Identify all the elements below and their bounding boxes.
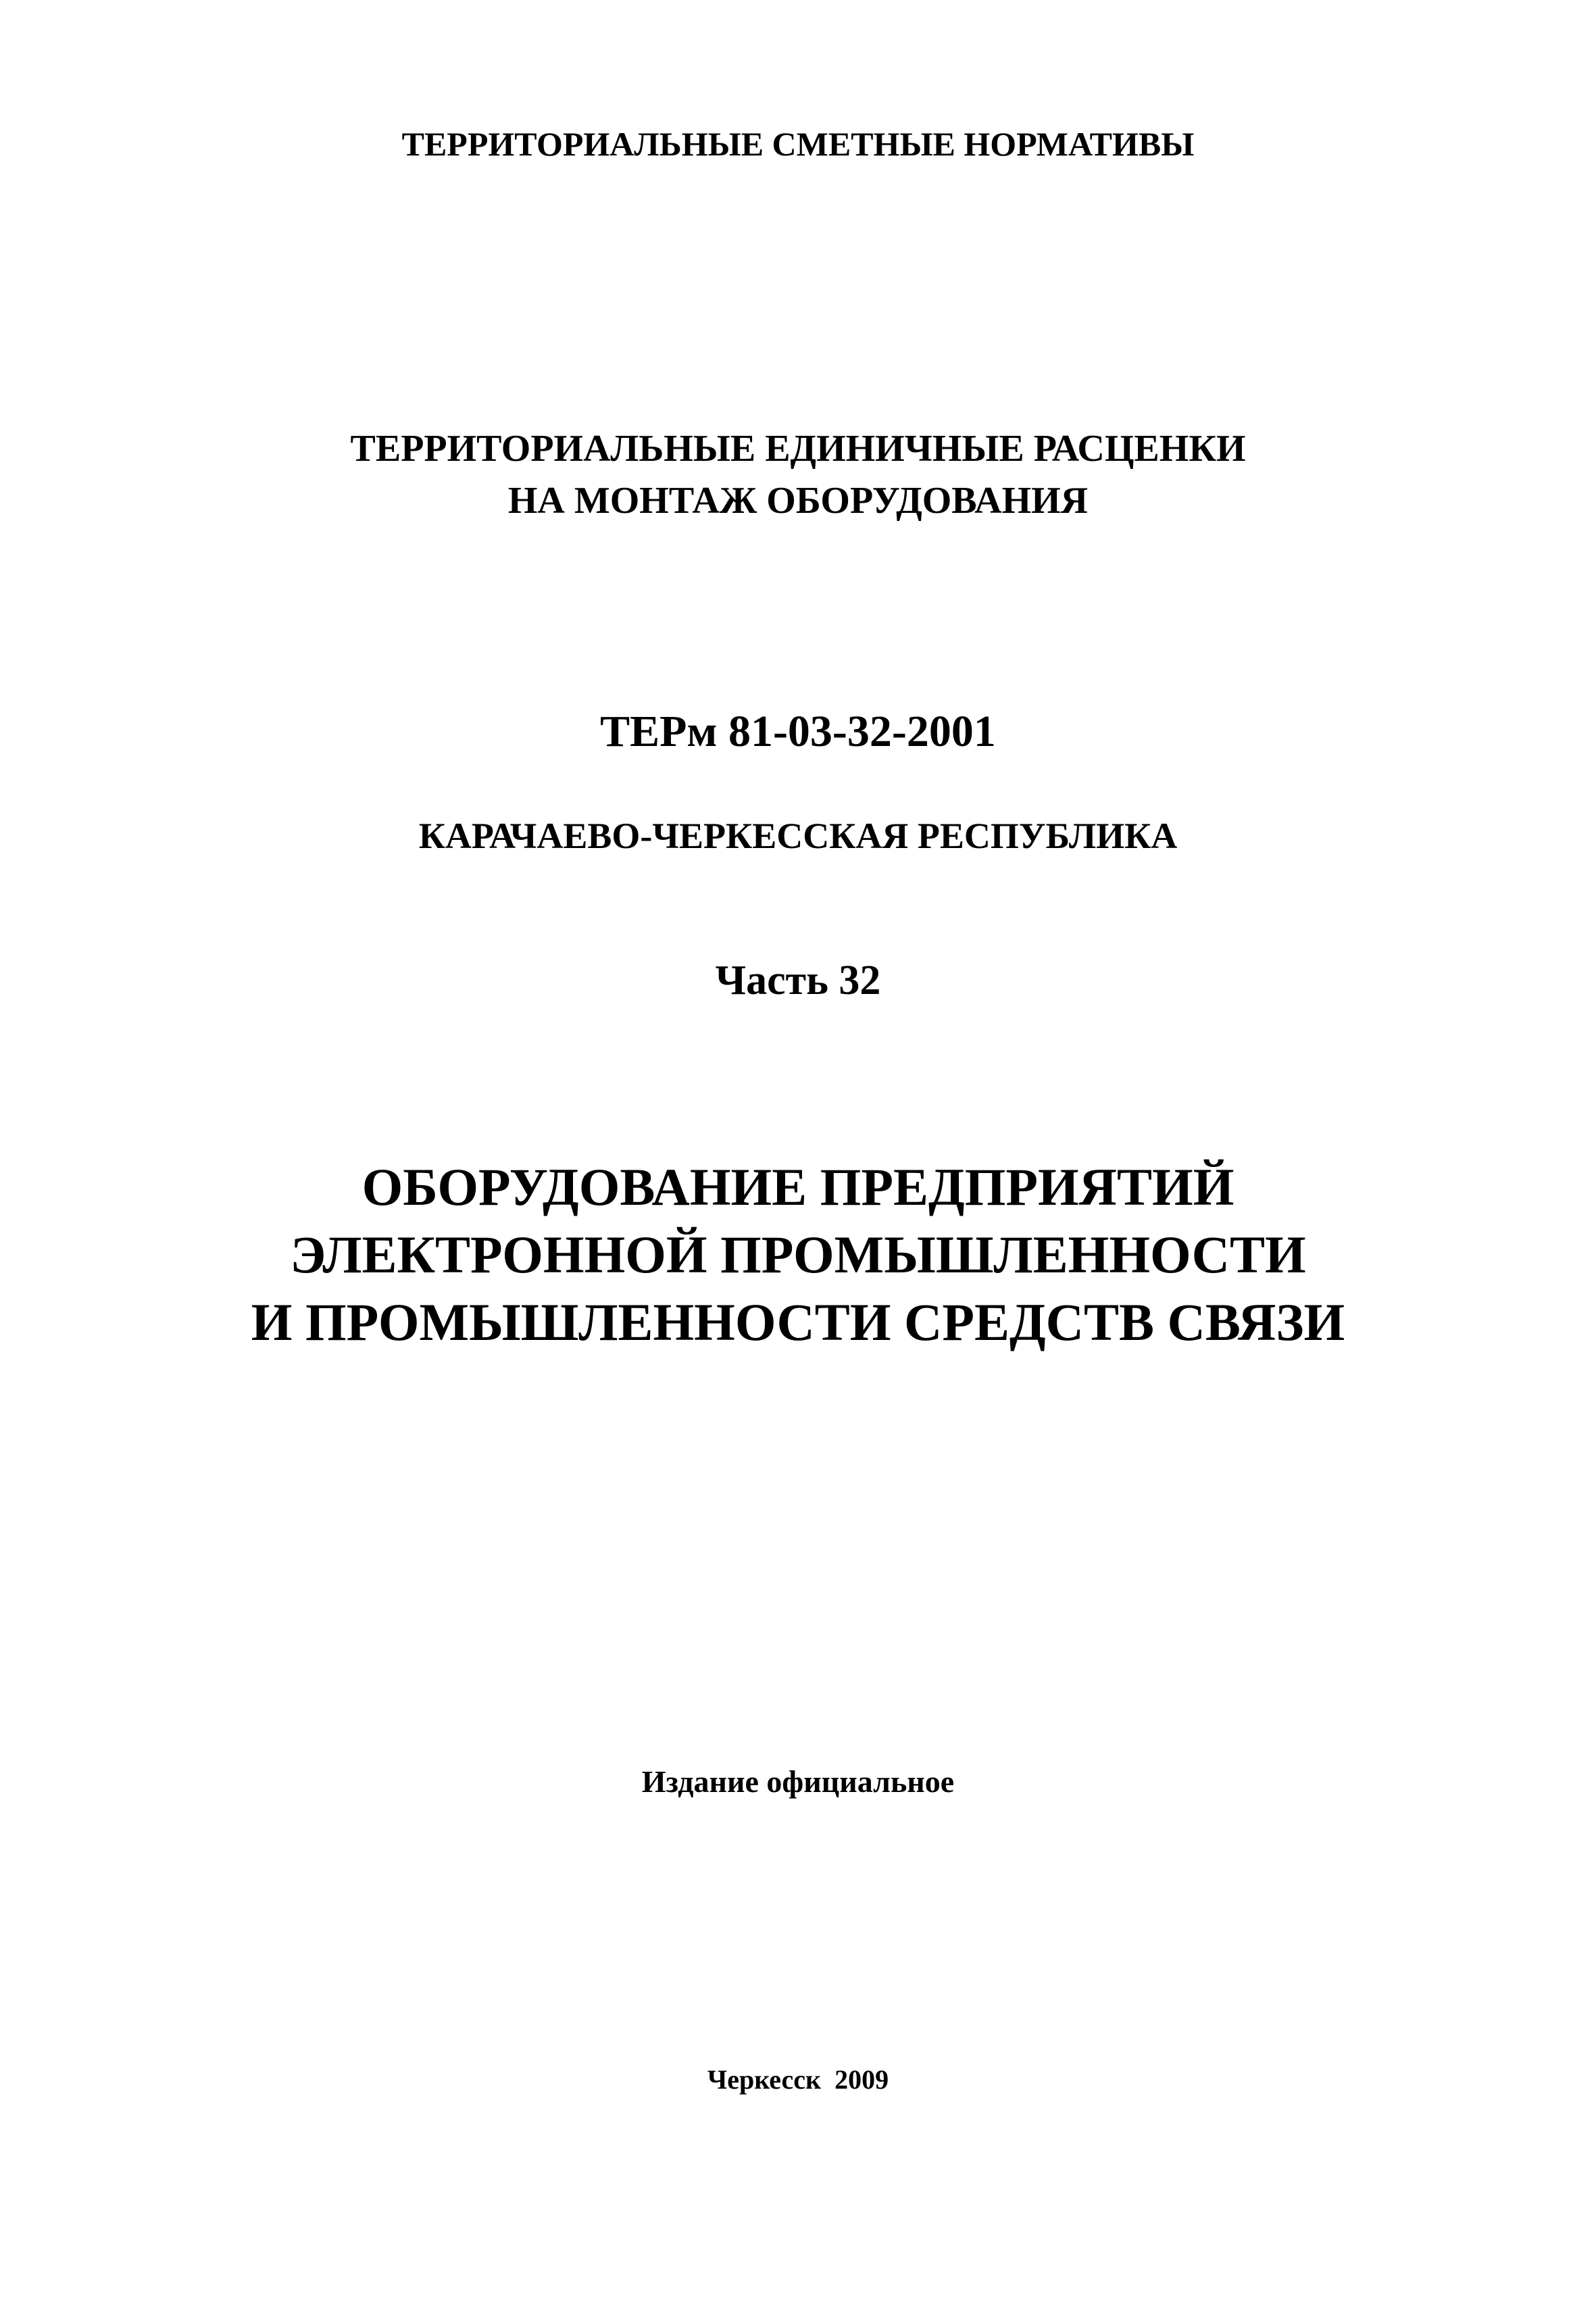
series-title: ТЕРРИТОРИАЛЬНЫЕ СМЕТНЫЕ НОРМАТИВЫ xyxy=(401,125,1195,163)
subject-title-line-2: ЭЛЕКТРОННОЙ ПРОМЫШЛЕННОСТИ xyxy=(290,1225,1306,1284)
edition-note: Издание официальное xyxy=(641,1764,955,1799)
imprint-city-year: Черкесск 2009 xyxy=(707,2064,889,2095)
region-name: КАРАЧАЕВО-ЧЕРКЕССКАЯ РЕСПУБЛИКА xyxy=(418,816,1178,856)
subject-title-line-1: ОБОРУДОВАНИЕ ПРЕДПРИЯТИЙ xyxy=(361,1158,1235,1216)
main-title-line-2: НА МОНТАЖ ОБОРУДОВАНИЯ xyxy=(507,480,1089,522)
part-number: Часть 32 xyxy=(715,957,881,1003)
subject-title-line-3: И ПРОМЫШЛЕННОСТИ СРЕДСТВ СВЯЗИ xyxy=(251,1293,1345,1351)
document-code: ТЕРм 81-03-32-2001 xyxy=(600,707,996,756)
main-title-line-1: ТЕРРИТОРИАЛЬНЫЕ ЕДИНИЧНЫЕ РАСЦЕНКИ xyxy=(350,428,1246,470)
